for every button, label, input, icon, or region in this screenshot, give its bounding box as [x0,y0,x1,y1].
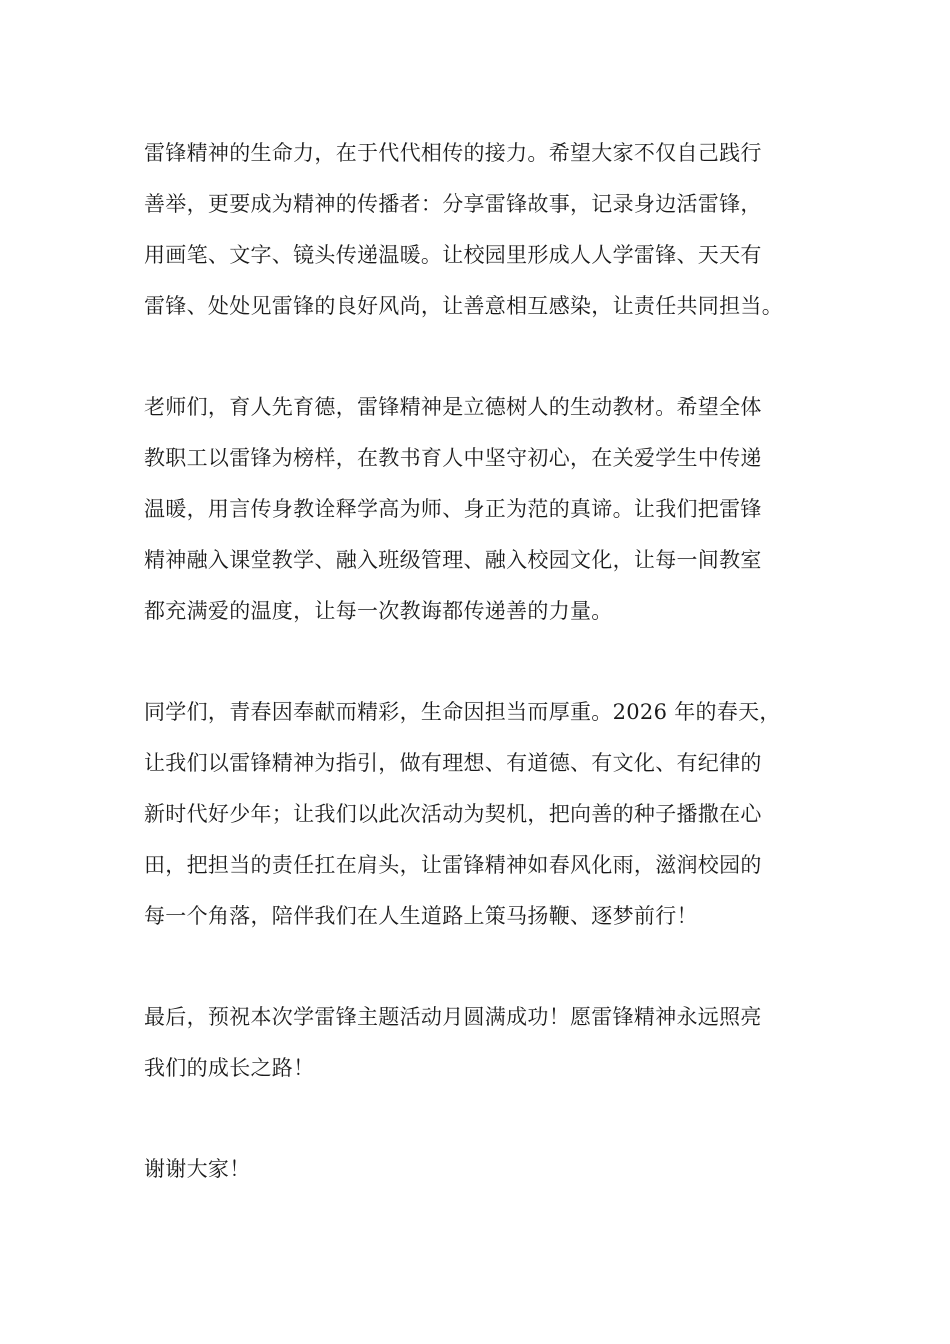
text-line: 都充满爱的温度，让每一次教诲都传递善的力量。 [144,599,613,623]
text-line: 我们的成长之路！ [144,1056,315,1080]
text-line: 让我们以雷锋精神为指引，做有理想、有道德、有文化、有纪律的 [144,751,762,775]
text-line: 新时代好少年；让我们以此次活动为契机，把向善的种子播撒在心 [144,802,762,826]
text-line: 精神融入课堂教学、融入班级管理、融入校园文化，让每一间教室 [144,548,762,572]
text-line: 老师们，育人先育德，雷锋精神是立德树人的生动教材。希望全体 [144,395,762,419]
text-line: 善举，更要成为精神的传播者：分享雷锋故事，记录身边活雷锋， [144,192,762,216]
text-line: 每一个角落，陪伴我们在人生道路上策马扬鞭、逐梦前行！ [144,904,698,928]
paragraph-thanks [144,1148,816,1199]
text-line: 谢谢大家！ [144,1157,251,1181]
text-line: 教职工以雷锋为榜样，在教书育人中坚守初心，在关爱学生中传递 [144,446,762,470]
paragraph-teachers [144,386,816,641]
paragraph-leifeng-spirit-legacy [144,132,816,336]
text-line: 最后，预祝本次学雷锋主题活动月圆满成功！愿雷锋精神永远照亮 [144,1005,762,1029]
text-line: 同学们，青春因奉献而精彩，生命因担当而厚重。2026 年的春天， [144,700,781,724]
text-line: 雷锋精神的生命力，在于代代相传的接力。希望大家不仅自己践行 [144,141,762,165]
text-line: 用画笔、文字、镜头传递温暖。让校园里形成人人学雷锋、天天有 [144,243,762,267]
text-line: 温暖，用言传身教诠释学高为师、身正为范的真谛。让我们把雷锋 [144,497,762,521]
paragraph-closing-wishes [144,996,816,1098]
paragraph-students [144,691,816,946]
document-body [144,132,816,1249]
text-line: 田，把担当的责任扛在肩头，让雷锋精神如春风化雨，滋润校园的 [144,853,762,877]
text-line: 雷锋、处处见雷锋的良好风尚，让善意相互感染，让责任共同担当。 [144,294,783,318]
